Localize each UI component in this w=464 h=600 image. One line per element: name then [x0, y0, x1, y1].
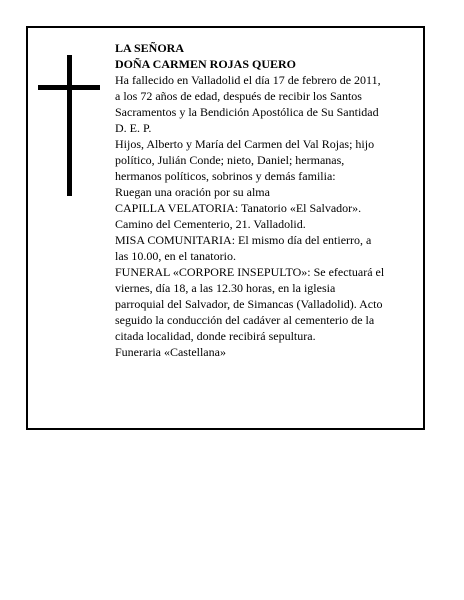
obituary-line: CAPILLA VELATORIA: Tanatorio «El Salvador».: [115, 201, 362, 215]
obituary-line: Hijos, Alberto y María del Carmen del Val Rojas; hijo: [115, 137, 375, 151]
obituary-line: a los 72 años de edad, después de recibir los Santos: [115, 89, 362, 103]
obituary-line: seguido la conducción del cadáver al cementerio de la: [115, 313, 375, 327]
obituary-line: viernes, día 18, a las 12.30 horas, en la iglesia: [115, 281, 336, 295]
obituary-heading: LA SEÑORA: [115, 41, 185, 55]
funeral-home-line: Funeraria «Castellana»: [115, 345, 226, 359]
cross-vertical-bar: [67, 55, 72, 196]
obituary-line: MISA COMUNITARIA: El mismo día del entierro, a: [115, 233, 372, 247]
obituary-line: parroquial del Salvador, de Simancas (Valladolid). Acto: [115, 297, 383, 311]
obituary-line: Camino del Cementerio, 21. Valladolid.: [115, 217, 306, 231]
deceased-name: DOÑA CARMEN ROJAS QUERO: [115, 57, 297, 71]
obituary-line: Sacramentos y la Bendición Apostólica de Su Santidad: [115, 105, 379, 119]
cross-horizontal-bar: [38, 85, 100, 90]
obituary-line: las 10.00, en el tanatorio.: [115, 249, 236, 263]
obituary-line: político, Julián Conde; nieto, Daniel; hermanas,: [115, 153, 345, 167]
obituary-line: FUNERAL «CORPORE INSEPULTO»: Se efectuará el: [115, 265, 385, 279]
obituary-text-block: [115, 40, 420, 360]
obituary-line: D. E. P.: [115, 121, 152, 135]
obituary-line: Ha fallecido en Valladolid el día 17 de febrero de 2011,: [115, 73, 381, 87]
obituary-line: hermanos políticos, sobrinos y demás familia:: [115, 169, 336, 183]
obituary-line: Ruegan una oración por su alma: [115, 185, 270, 199]
obituary-line: citada localidad, donde recibirá sepultura.: [115, 329, 316, 343]
